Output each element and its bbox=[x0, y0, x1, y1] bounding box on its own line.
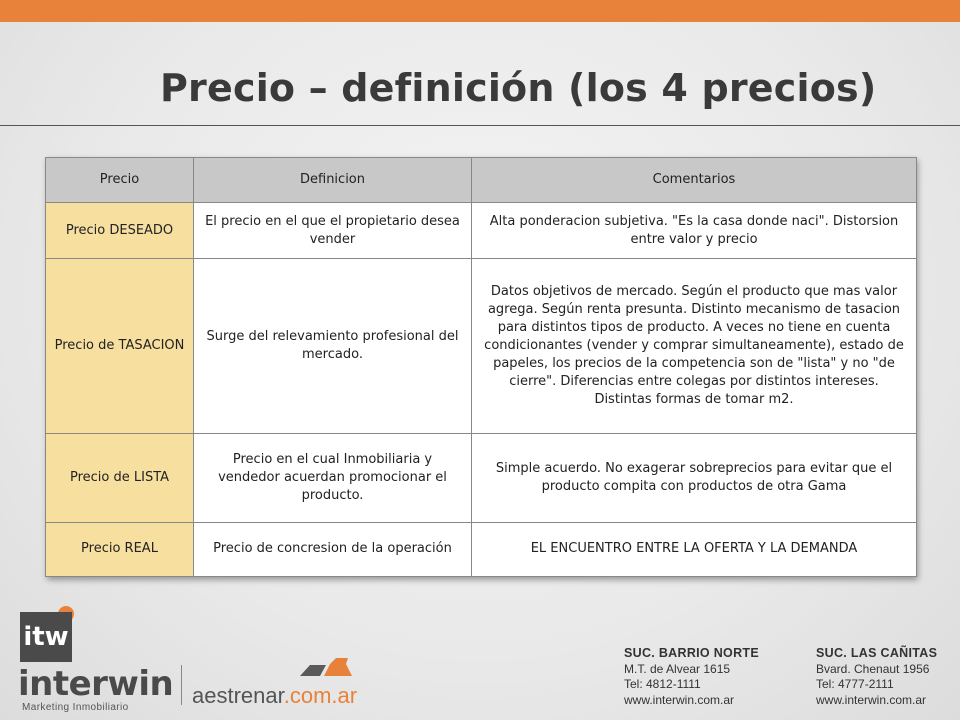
cell-comentarios: Simple acuerdo. No exagerar sobreprecios para evitar que el producto compita con productos de otra Gama bbox=[472, 434, 917, 522]
branch-web[interactable]: www.interwin.com.ar bbox=[624, 692, 735, 707]
branch-address: M.T. de Alvear 1615 bbox=[624, 661, 731, 676]
table-row bbox=[46, 259, 917, 434]
cell-definicion: El precio en el que el propietario desea vender bbox=[194, 203, 472, 259]
header-definicion: Definicion bbox=[194, 158, 472, 203]
table-row bbox=[46, 522, 917, 576]
table-row bbox=[46, 203, 917, 259]
branch-name: SUC. LAS CAÑITAS bbox=[816, 646, 938, 660]
cell-precio: Precio de TASACION bbox=[46, 259, 194, 434]
cell-definicion: Precio en el cual Inmobiliaria y vendedor acuerdan promocionar el producto. bbox=[194, 434, 472, 522]
cell-definicion: Surge del relevamiento profesional del mercado. bbox=[194, 259, 472, 434]
slide-title: Precio – definición (los 4 precios) bbox=[160, 66, 877, 110]
header-precio: Precio bbox=[46, 158, 194, 203]
cell-comentarios: Datos objetivos de mercado. Según el producto que mas valor agrega. Según renta presunta. Distinto mecanismo de tasacion para distintos tipos de producto. A veces no tiene en cuenta condicionantes (vender y comprar simultaneamente), estado de papeles, los precios de la competencia son de "lista" y no "de cierre". Diferencias entre colegas por distintos intereses. Distintas formas de tomar m2. bbox=[472, 259, 917, 434]
branch-phone: Tel: 4777-2111 bbox=[816, 677, 894, 691]
cell-precio: Precio de LISTA bbox=[46, 434, 194, 522]
branch-barrio-norte bbox=[624, 646, 759, 708]
interwin-logo-mark: itw bbox=[20, 612, 72, 662]
cell-comentarios: Alta ponderacion subjetiva. "Es la casa donde naci". Distorsion entre valor y precio bbox=[472, 203, 917, 259]
partner-name: aestrenar bbox=[192, 683, 284, 708]
partner-link[interactable] bbox=[192, 683, 357, 709]
table-header-row bbox=[46, 158, 917, 203]
branch-phone: Tel: 4812-1111 bbox=[624, 677, 701, 691]
cell-precio: Precio REAL bbox=[46, 522, 194, 576]
table-row bbox=[46, 434, 917, 522]
branch-address: Bvard. Chenaut 1956 bbox=[816, 661, 930, 676]
cell-precio: Precio DESEADO bbox=[46, 203, 194, 259]
header-comentarios: Comentarios bbox=[472, 158, 917, 203]
partner-domain: .com.ar bbox=[283, 683, 358, 708]
partner-logo-icon bbox=[296, 656, 354, 680]
top-accent-bar bbox=[0, 0, 960, 22]
prices-table-container bbox=[45, 157, 916, 577]
branch-name: SUC. BARRIO NORTE bbox=[624, 646, 759, 660]
brand-name: interwin bbox=[18, 664, 174, 704]
branch-web[interactable]: www.interwin.com.ar bbox=[816, 692, 927, 707]
title-divider bbox=[0, 125, 960, 126]
cell-comentarios: EL ENCUENTRO ENTRE LA OFERTA Y LA DEMANDA bbox=[472, 522, 917, 576]
brand-tagline: Marketing Inmobiliario bbox=[22, 702, 129, 713]
prices-table bbox=[45, 157, 917, 577]
cell-definicion: Precio de concresion de la operación bbox=[194, 522, 472, 576]
footer-separator bbox=[181, 665, 182, 705]
branch-las-canitas bbox=[816, 646, 937, 708]
